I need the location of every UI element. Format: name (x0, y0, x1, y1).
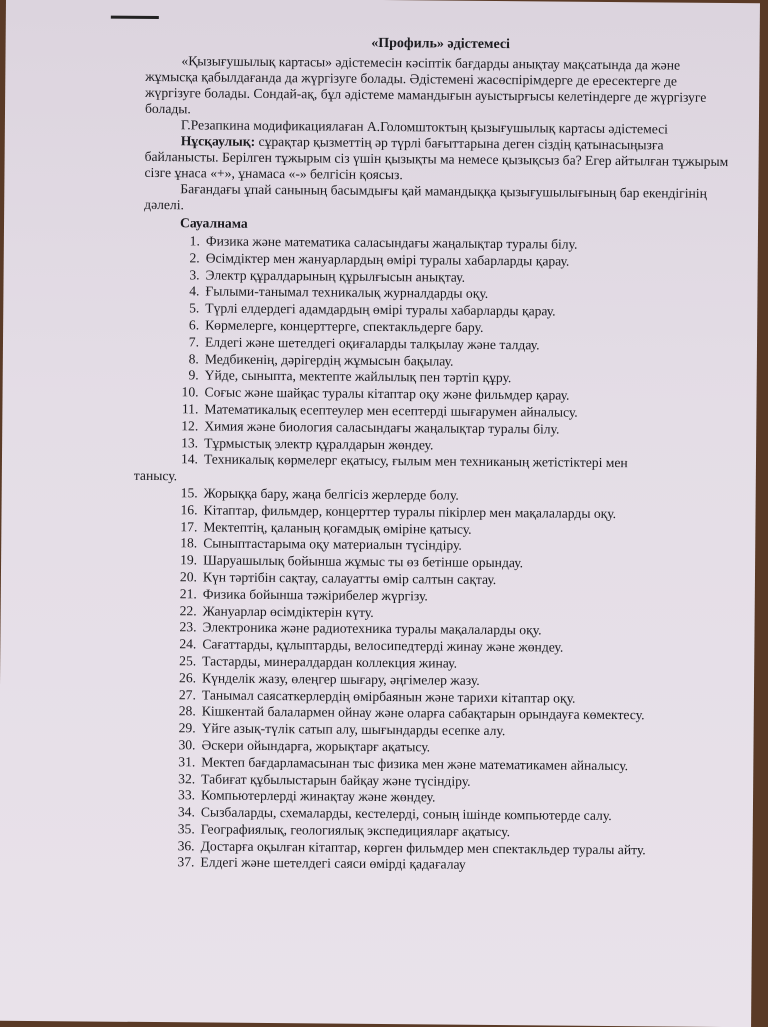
question-text: Жануарлар өсімдіктерін күту. (202, 602, 374, 620)
question-number: 14. (180, 451, 199, 467)
question-number: 6. (188, 317, 200, 333)
document-title: «Профиль» әдістемесі (371, 35, 511, 53)
question-number: 27. (178, 686, 196, 702)
instruction-text: сұрақтар қызметтің әр түрлі бағыттарына деген сіздің қатынасыңызға байланысты. Берілген тұжырым сіз үшін қызықты ма немесе қызықсыз ба? Егер айтылған тұжырым сізге ұнаса «+», ұнамаса «-» белгісін қоясыз. (144, 133, 729, 183)
question-number: 9. (188, 367, 199, 383)
question-text: Достарға оқылған кітаптар, көрген фильмдер мен спектакльдер туралы айту. (200, 838, 646, 858)
question-number: 33. (177, 787, 196, 803)
question-number: 5. (189, 300, 200, 316)
question-number: 34. (177, 804, 195, 820)
question-number: 17. (180, 518, 198, 534)
instruction-label: Нұсқаулық: (180, 133, 256, 149)
question-text: Күнделік жазу, өлеңгер шығару, әңгімелер жазу. (202, 670, 480, 688)
question-number: 8. (188, 350, 199, 366)
question-text: Әскери ойындарға, жорықтарғ ақатысу. (201, 737, 431, 755)
question-text: Физика бойынша тәжірибелер жүргізу. (202, 586, 428, 604)
question-text: Компьютерлерді жинақтау және жөндеу. (200, 787, 436, 805)
question-list (133, 233, 734, 876)
questionnaire-title: Сауалнама (179, 215, 248, 231)
question-text: Мектеп бағдарламасынан тыс физика мен және математикамен айналысу. (201, 754, 629, 773)
question-text: Тастарды, минералдардан коллекция жинау. (202, 653, 458, 671)
question-text: Кітаптар, фильмдер, концерттер туралы пікірлер мен мақалаларды оқу. (203, 502, 617, 521)
question-number: 22. (179, 602, 197, 618)
question-number: 11. (181, 401, 199, 417)
pen-mark (111, 16, 159, 19)
question-number: 32. (178, 770, 196, 786)
intro-paragraph-2: Г.Резапкина модификациялаған А.Голомштоктың қызығушылық картасы әдістемесі (180, 117, 668, 137)
question-number: 2. (189, 250, 200, 266)
question-text: Жорыққа бару, жаңа белгісіз жерлерде болу. (203, 485, 459, 503)
question-text: Сағаттарды, құлыптарды, велосипедтерді жинау және жөндеу. (202, 636, 564, 655)
question-text: Түрлі елдердегі адамдардың өмірі туралы хабарларды қарау. (205, 300, 556, 319)
question-number: 24. (179, 636, 197, 652)
question-number: 16. (180, 502, 198, 518)
question-number: 25. (179, 653, 197, 669)
question-number: 18. (180, 535, 198, 551)
question-text: Үйде, сыныпта, мектепте жайлылық пен тәртіп құру. (204, 367, 512, 386)
question-text: Өсімдіктер мен жануарлардың өмірі туралы хабарларды қарау. (205, 250, 570, 269)
question-number: 7. (188, 334, 200, 350)
question-text: Географиялық, геологиялық экспедицияларғ ақатысу. (200, 821, 511, 840)
question-number: 15. (180, 485, 198, 501)
question-number: 30. (178, 737, 196, 753)
question-text: Танымал саясаткерлердің өмірбаянын және тарихи кітаптар оқу. (201, 686, 576, 706)
question-text: Мектептің, қаланың қоғамдық өміріне қатысу. (203, 518, 472, 537)
question-text: Күн тәртібін сақтау, салауатты өмір салтын сақтау. (202, 569, 497, 587)
question-number: 37. (177, 854, 195, 870)
question-text: Көрмелерге, концерттерге, спектакльдерге бару. (205, 317, 484, 335)
question-number: 10. (181, 384, 199, 400)
question-text: Ғылыми-танымал техникалық журналдарды оқу. (205, 283, 489, 302)
question-text: Елдегі және шетелдегі саяси өмірді қадағалау (200, 854, 466, 873)
question-text: Химия және биология саласындағы жаңалықтар туралы білу. (204, 418, 560, 437)
question-number: 23. (179, 619, 197, 635)
question-text: Тұрмыстық электр құралдарын жөндеу. (204, 435, 434, 453)
question-number: 35. (177, 821, 195, 837)
question-number: 4. (189, 283, 200, 299)
question-number: 36. (177, 837, 195, 854)
question-text: Математикалық есептеулер мен есептерді шығарумен айналысу. (204, 401, 578, 420)
question-number: 21. (179, 585, 197, 602)
question-number: 12. (181, 418, 199, 434)
question-text: Техникалық көрмелерг еқатысу, ғылым мен техниканың жетістіктері мен (203, 451, 628, 471)
question-text: Елдегі және шетелдегі оқиғаларды талқылау және талдау. (204, 334, 540, 353)
question-text: Физика және математика саласындағы жаңалықтар туралы білу. (205, 233, 578, 252)
question-number: 31. (178, 753, 196, 770)
question-text: Үйге азық-түлік сатып алу, шығындарды есепке алу. (201, 720, 506, 739)
question-number: 20. (179, 569, 198, 585)
question-text: Электр құралдарының құрылғысын анықтау. (205, 267, 466, 285)
document-body (133, 34, 735, 876)
conclusion-paragraph: Бағандағы ұпай санының басымдығы қай мамандыққа қызығушылығының бар екендігінің дәлелі. (144, 181, 707, 213)
question-number: 13. (181, 434, 199, 450)
question-text: Табиғат құбылыстарын байқау және түсіндіру. (201, 770, 471, 789)
question-number: 19. (180, 552, 198, 568)
question-number: 26. (179, 669, 197, 686)
question-text: Сызбаларды, схемаларды, кестелерді, соның ішінде компьютерде салу. (200, 804, 612, 824)
question-text-continued: танысу. (133, 468, 178, 484)
question-item (133, 451, 732, 490)
question-number: 3. (189, 266, 200, 283)
question-text: Медбикенің, дәрігердің жұмысын бақылау. (204, 351, 454, 369)
question-number: 1. (189, 233, 200, 249)
intro-paragraph-1: «Қызығушылық картасы» әдістемесін кәсіптік бағдарды анықтау мақсатында да және жұмысқа қабылдағанда да жүргізуге болады. Әдістемені жасөспірімдерге де ересектерге де жүргізуге болады. Сондай-ақ, бұл әдістеме мамандығын ауыстырғысы келетіндерге де жүргізуге болады. (144, 53, 707, 117)
question-text: Кішкентай балалармен ойнау және оларға сабақтарын орындауға көмектесу. (201, 703, 645, 723)
question-text: Сыныптастарыма оқу материалын түсіндіру. (203, 535, 462, 554)
question-text: Шаруашылық бойынша жұмыс ты өз бетінше орындау. (203, 552, 524, 571)
question-number: 28. (178, 703, 196, 719)
question-text: Электроника және радиотехника туралы мақалаларды оқу. (202, 619, 542, 638)
question-number: 29. (178, 720, 196, 736)
instruction-paragraph (144, 133, 734, 186)
question-text: Соғыс және шайқас туралы кітаптар оқу және фильмдер қарау. (204, 384, 570, 403)
